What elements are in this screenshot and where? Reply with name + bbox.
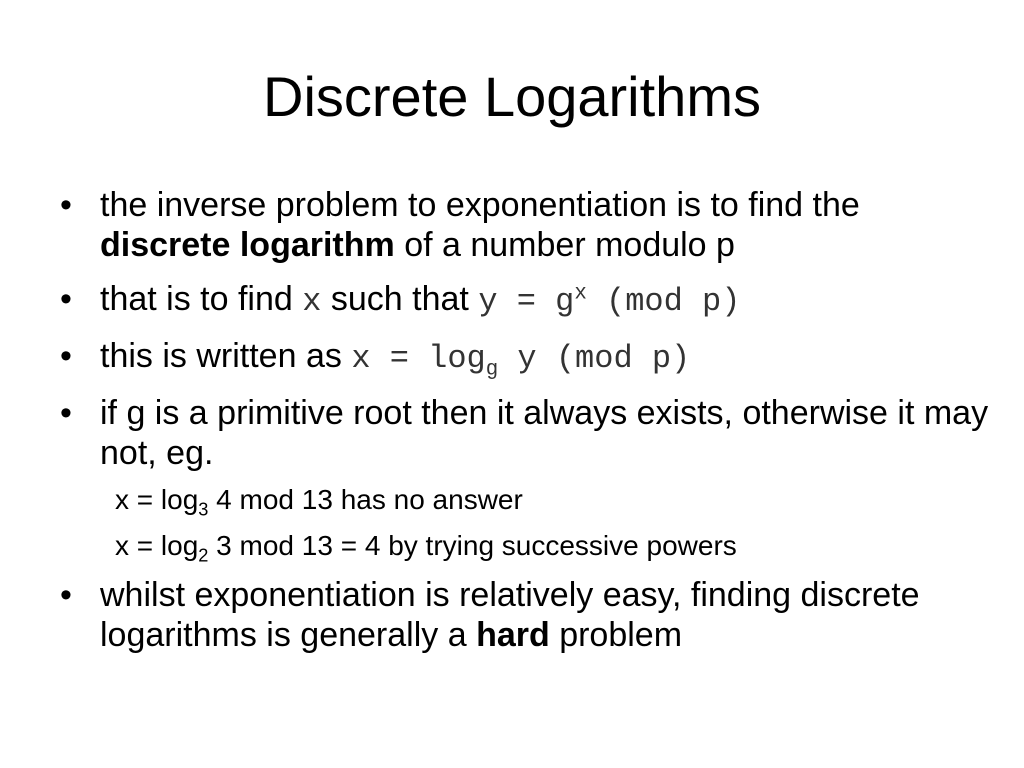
- bullet-primitive-root: [60, 393, 990, 473]
- bullet-text: this is written as: [100, 337, 352, 375]
- code-exponent-x: x: [574, 282, 587, 306]
- bold-term-hard: hard: [476, 616, 550, 654]
- bullet-find-x: [60, 279, 990, 322]
- bullet-text: if g is a primitive root then it always exists, otherwise it may not, eg.: [100, 394, 989, 472]
- bullet-text: the inverse problem to exponentiation is to find the: [100, 186, 860, 224]
- example-text: 3 mod 13 = 4 by trying successive powers: [208, 530, 737, 561]
- code-x-equals-log: x = log: [351, 340, 486, 377]
- example-successive-powers: [60, 529, 990, 566]
- example-no-answer: [60, 483, 990, 520]
- code-subscript-g: g: [485, 358, 499, 382]
- code-equation: [478, 283, 740, 320]
- bullet-inverse-problem: [60, 185, 990, 265]
- example-list: [60, 483, 990, 566]
- bullet-list: [60, 185, 990, 669]
- example-subscript: 3: [198, 499, 209, 520]
- code-mod-p: (mod p): [586, 283, 741, 320]
- bullet-text: such that: [321, 280, 479, 318]
- code-log-equation: [351, 340, 691, 382]
- example-text: x = log: [115, 484, 199, 515]
- bullet-text: of a number modulo p: [394, 226, 735, 264]
- example-subscript: 2: [198, 545, 209, 566]
- code-x: x: [302, 283, 322, 320]
- bullet-text: problem: [549, 616, 683, 654]
- code-y-mod-p: y (mod p): [498, 340, 691, 377]
- example-text: 4 mod 13 has no answer: [208, 484, 523, 515]
- slide-title: Discrete Logarithms: [263, 65, 761, 128]
- example-text: x = log: [115, 530, 199, 561]
- bullet-hard-problem: [60, 575, 990, 655]
- bullet-text: whilst exponentiation is relatively easy, finding discrete logarithms is generally a: [100, 576, 920, 654]
- bullet-written-as: [60, 336, 990, 382]
- code-y-equals-g: y = g: [478, 283, 575, 320]
- bold-term-discrete-logarithm: discrete logarithm: [100, 226, 395, 264]
- bullet-text: that is to find: [100, 280, 303, 318]
